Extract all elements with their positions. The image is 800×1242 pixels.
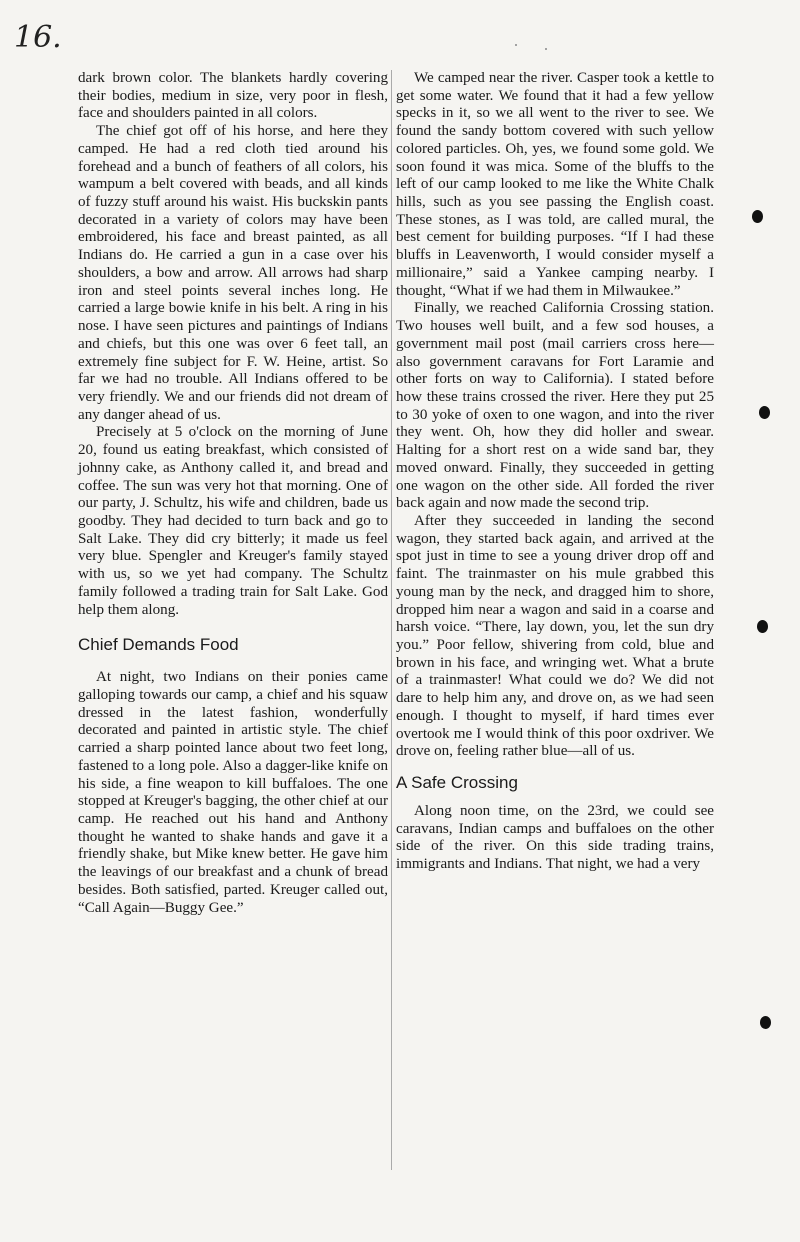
column-divider	[391, 70, 392, 1170]
page-number: 16.	[14, 20, 62, 55]
paragraph-continued: dark brown color. The blankets hardly covering their bodies, medium in size, very poor in flesh, face and shoulders painted in all colors.	[78, 70, 388, 122]
left-column	[78, 70, 388, 917]
paragraph-camped-near-river: We camped near the river. Casper took a kettle to get some water. We found that it had a few yellow specks in it, so we all went to the river to see. We found the sandy bottom covered with such yellow colored particles. Oh, yes, we found some gold. We soon found it was mica. Some of the bluffs to the left of our camp looked to me like the White Chalk hills, such as you see passing the English coast. These stones, as I was told, are called mural, the best cement for building purposes. “If I had these bluffs in Leavenworth, I would consider myself a millionaire,” said a Yankee camping nearby. I thought, “What if we had them in Milwaukee.”	[396, 70, 714, 299]
section-heading-chief-demands-food: Chief Demands Food	[78, 635, 239, 655]
binder-hole-mark	[760, 1016, 771, 1029]
paragraph-california-crossing: Finally, we reached California Crossing station. Two houses well built, and a few sod houses, a government mail post (mail carriers cross here—also government caravans for Fort Laramie and other forts on way to California). I stated before how these trains crossed the river. Here they put 25 to 30 yoke of oxen to one wagon, and into the river they went. Oh, how they did holler and swear. Halting for a short rest on a wide sand bar, they moved onward. Finally, they succeeded in getting one wagon on the other side. All forded the river back again and now made the second trip.	[396, 300, 714, 512]
paragraph-chief-description: The chief got off of his horse, and here they camped. He had a red cloth tied around his forehead and a bunch of feathers of all colors, his wampum a belt covered with beads, and all kinds of fuzzy stuff around his waist. His buckskin pants decorated in a variety of colors may have been embroidered, his face and breast painted, as all Indians do. He carried a gun in a case over his shoulders, a bow and arrow. All arrows had sharp iron and steel points several inches long. He carried a large bowie knife in his belt. A ring in his nose. I have seen pictures and paintings of Indians and chiefs, but this one was over 6 feet tall, an extremely fine subject for F. W. Heine, artist. So far we had no trouble. All Indians offered to be very friendly. We and our friends did not dream of any danger ahead of us.	[78, 123, 388, 423]
binder-hole-mark	[757, 620, 768, 633]
paper-speck	[545, 48, 547, 50]
paragraph-noon-23rd: Along noon time, on the 23rd, we could see caravans, Indian camps and buffaloes on the other side of the river. On this side trading trains, immigrants and Indians. That night, we had a very	[396, 803, 714, 873]
section-heading-a-safe-crossing: A Safe Crossing	[396, 773, 518, 793]
paragraph-two-indians: At night, two Indians on their ponies came galloping towards our camp, a chief and his squaw dressed in the latest fashion, wonderfully decorated and painted in artistic style. The chief carried a sharp pointed lance about two feet long, fastened to a long pole. Also a dagger-like knife on his side, a fine weapon to kill buffaloes. The one stopped at Kreuger's bagging, the other chief at our camp. He reached out his hand and Anthony thought he wanted to shake hands and gave it a friendly shake, but Mike knew better. He gave him the leavings of our breakfast and a chunk of bread besides. Both satisfied, parted. Kreuger called out, “Call Again—Buggy Gee.”	[78, 669, 388, 916]
paragraph-june-20: Precisely at 5 o'clock on the morning of June 20, found us eating breakfast, which consisted of johnny cake, as Anthony called it, and bread and coffee. The sun was very hot that morning. One of our party, J. Schultz, his wife and children, bade us goodby. They had decided to turn back and go to Salt Lake. They did cry bitterly; it made us feel very blue. Spengler and Kreuger's family stayed with us, so we yet had company. The Schultz family followed a trading train for Salt Lake. God help them along.	[78, 424, 388, 618]
paper-speck	[515, 44, 517, 46]
binder-hole-mark	[752, 210, 763, 223]
binder-hole-mark	[759, 406, 770, 419]
right-column	[396, 70, 714, 874]
paragraph-second-wagon: After they succeeded in landing the second wagon, they started back again, and arrived at the spot just in time to see a young driver drop off and faint. The trainmaster on his mule grabbed this young man by the neck, and dragged him to shore, dropped him near a wagon and said in a coarse and harsh voice. “There, lay down, you, let the sun dry you.” Poor fellow, shivering from cold, blue and brown in his face, and wringing wet. What a brute of a trainmaster! What could we do? We did not dare to help him any, and drove on, as we had seen enough. I thought to myself, if hard times ever overtook me I would think of this poor oxdriver. We drove on, feeling rather blue—all of us.	[396, 512, 714, 760]
